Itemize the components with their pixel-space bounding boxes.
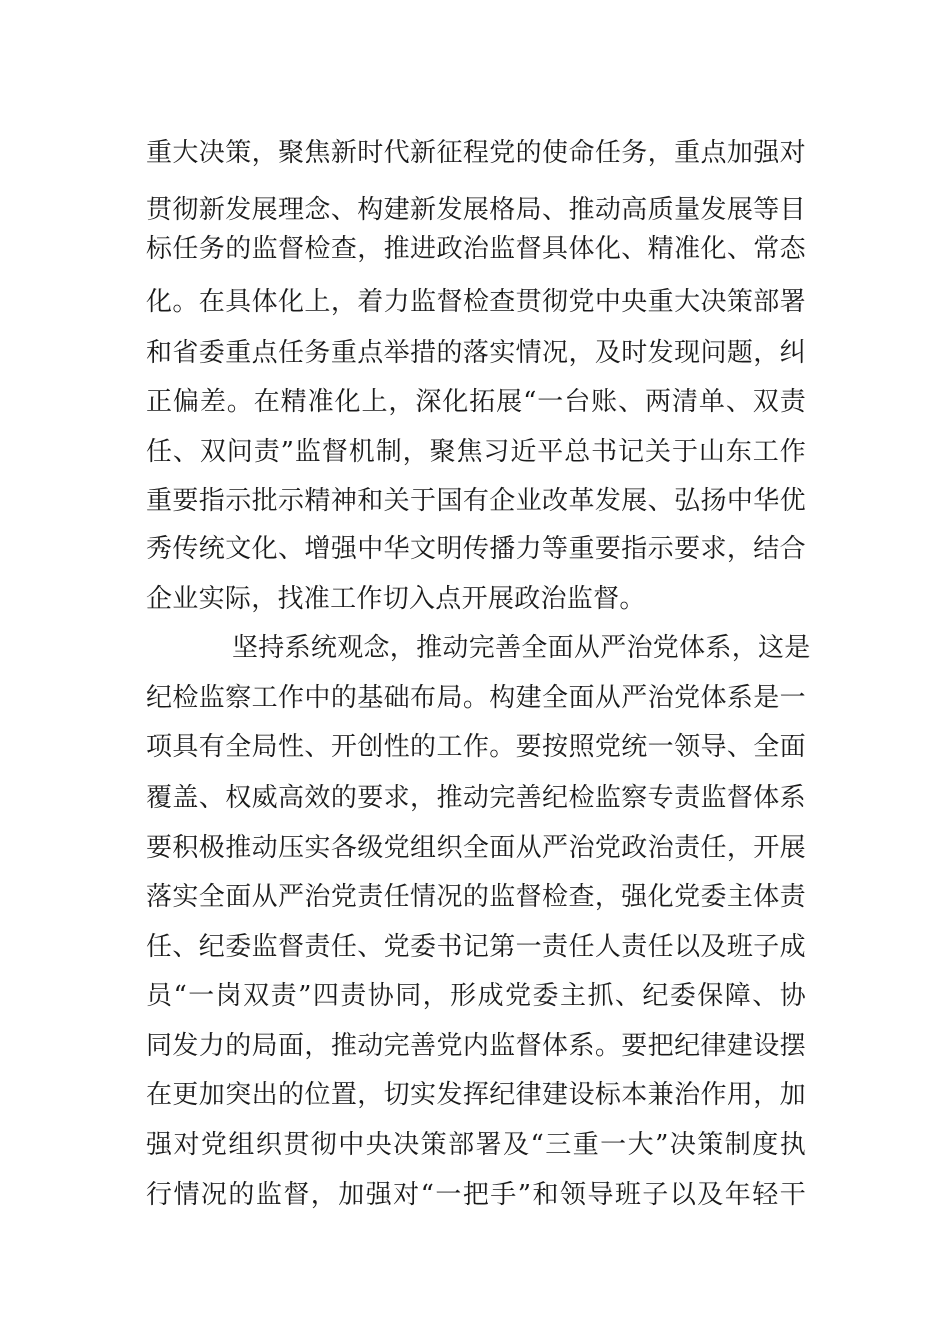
text-line: 重要指示批示精神和关于国有企业改革发展、弘扬中华优 [146,486,806,516]
text-line: 项具有全局性、开创性的工作。要按照党统一领导、全面 [146,732,806,762]
text-line: 在更加突出的位置，切实发挥纪律建设标本兼治作用，加 [146,1080,806,1110]
text-line: 坚持系统观念，推动完善全面从严治党体系，这是 [232,633,811,663]
text-line: 和省委重点任务重点举措的落实情况，及时发现问题，纠 [146,338,806,368]
text-line: 正偏差。在精准化上，深化拓展“一台账、两清单、双责 [146,387,806,417]
text-line: 要积极推动压实各级党组织全面从严治党政治责任，开展 [146,833,806,863]
text-line: 纪检监察工作中的基础布局。构建全面从严治党体系是一 [146,683,806,713]
text-line: 行情况的监督，加强对“一把手”和领导班子以及年轻干 [146,1180,806,1210]
text-line: 落实全面从严治党责任情况的监督检查，强化党委主体责 [146,882,806,912]
text-line: 任、纪委监督责任、党委书记第一责任人责任以及班子成 [146,932,806,962]
text-line: 秀传统文化、增强中华文明传播力等重要指示要求，结合 [146,534,806,564]
text-line: 员“一岗双责”四责协同，形成党委主抓、纪委保障、协 [146,981,806,1011]
text-line: 任、双问责”监督机制，聚焦习近平总书记关于山东工作 [146,437,806,467]
text-line: 贯彻新发展理念、构建新发展格局、推动高质量发展等目 [146,195,806,225]
text-line: 化。在具体化上，着力监督检查贯彻党中央重大决策部署 [146,287,806,317]
text-line: 标任务的监督检查，推进政治监督具体化、精准化、常态 [146,234,806,264]
text-line: 覆盖、权威高效的要求，推动完善纪检监察专责监督体系 [146,783,806,813]
text-line: 强对党组织贯彻中央决策部署及“三重一大”决策制度执 [146,1130,806,1160]
text-line: 同发力的局面，推动完善党内监督体系。要把纪律建设摆 [146,1031,806,1061]
text-line: 重大决策，聚焦新时代新征程党的使命任务，重点加强对 [146,138,806,168]
text-line: 企业实际，找准工作切入点开展政治监督。 [146,584,646,614]
